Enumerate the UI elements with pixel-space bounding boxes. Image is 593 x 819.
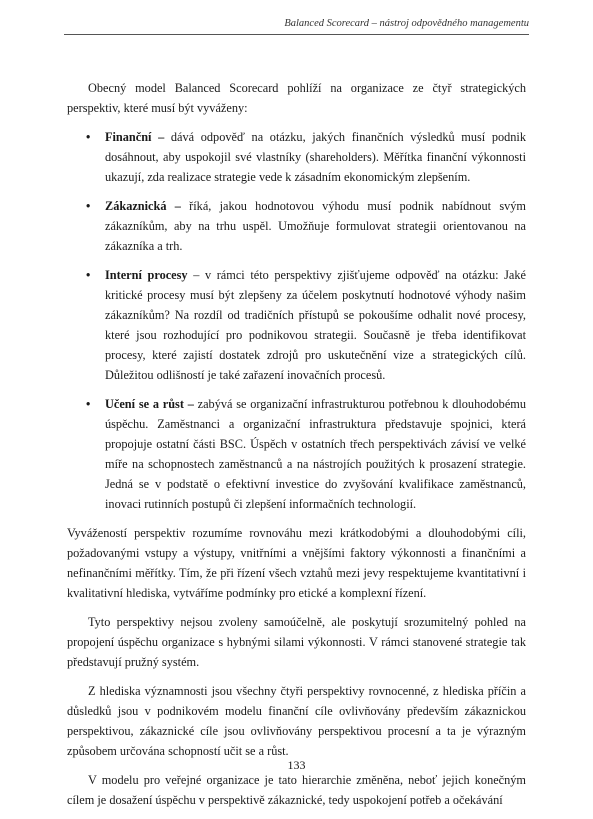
body-paragraph: Z hlediska významnosti jsou všechny čtyři perspektivy rovnocenné, z hlediska příčin a důsledků jsou v podnikovém modelu finanční cíle ovlivňovány především zákaznickou perspektivou, zákaznické cíle jsou ovlivňovány perspektivou procesní a ta je výrazným způsobem určována schopností učit se a růst.	[67, 684, 526, 758]
body-paragraph: Tyto perspektivy nejsou zvoleny samoúčelně, ale poskytují srozumitelný pohled na propojení úspěchu organizace s hybnými silami výkonnosti. V rámci stanovené strategie tak představují pružný systém.	[67, 615, 526, 669]
perspective-term: Finanční –	[105, 130, 165, 144]
perspective-text: zabývá se organizační infrastrukturou potřebnou k dlouhodobému úspěchu. Zaměstnanci a organizační infrastruktura představuje spojnici, která propojuje ostatní části BSC. Úspěch v ostatních třech perspektivách závisí ve velké míře na schopnostech zaměstnanců a na nástrojích použitých k prosazení strategie. Jedná se v podstatě o efektivní investice do zvyšování kvalifikace zaměstnanců, inovaci rutinních postupů či zlepšení informačních technologií.	[105, 397, 526, 511]
perspective-term: Zákaznická –	[105, 199, 181, 213]
perspectives-list	[67, 127, 526, 514]
list-item	[86, 127, 526, 187]
perspective-text: říká, jakou hodnotovou výhodu musí podnik nabídnout svým zákazníkům, aby na trhu uspěl. Umožňuje formulovat strategii orientovanou na zákazníka a trh.	[105, 199, 526, 253]
body-text	[67, 78, 526, 819]
running-header: Balanced Scorecard – nástroj odpovědného managementu	[64, 18, 529, 35]
intro-paragraph: Obecný model Balanced Scorecard pohlíží na organizace ze čtyř strategických perspektiv, které musí být vyváženy:	[67, 81, 526, 115]
perspective-term: Učení se a růst –	[105, 397, 194, 411]
body-paragraph: V modelu pro veřejné organizace je tato hierarchie změněna, neboť jejich konečným cílem je dosažení úspěchu v perspektivě zákaznické, tedy uspokojení potřeb a očekávání	[67, 773, 526, 807]
list-item	[86, 265, 526, 385]
perspective-text: dává odpověď na otázku, jakých finančních výsledků musí podnik dosáhnout, aby uspokojil své vlastníky (shareholders). Měřítka finanční výkonnosti ukazují, zda realizace strategie vede k zásadním ekonomickým zlepšením.	[105, 130, 526, 184]
bullet-icon: •	[86, 268, 91, 282]
bullet-icon: •	[86, 130, 91, 144]
page-number: 133	[287, 758, 306, 772]
list-item	[86, 394, 526, 514]
body-paragraph: Vyvážeností perspektiv rozumíme rovnováhu mezi krátkodobými a dlouhodobými cíli, požadovanými vstupy a výstupy, vnitřními a vnějšími faktory výkonnosti a finančními a nefinančními měřítky. Tím, že při řízení všech vztahů mezi jevy respektujeme kvantitativní i kvalitativní hlediska, vytváříme podmínky pro etické a komplexní řízení.	[67, 526, 526, 600]
perspective-text: – v rámci této perspektivy zjišťujeme odpověď na otázku: Jaké kritické procesy musí být zlepšeny za účelem poskytnutí hodnotové výhody našim zákazníkům? Na rozdíl od tradičních přístupů se pokoušíme odhalit nové procesy, které jsou rozhodující pro podnikovou strategii. Současně je třeba identifikovat procesy, které zajistí dostatek zdrojů pro uskutečnění vize a strategických cílů. Důležitou odlišností je také zařazení inovačních procesů.	[105, 268, 526, 382]
perspective-term: Interní procesy	[105, 268, 188, 282]
bullet-icon: •	[86, 397, 91, 411]
bullet-icon: •	[86, 199, 91, 213]
list-item	[86, 196, 526, 256]
